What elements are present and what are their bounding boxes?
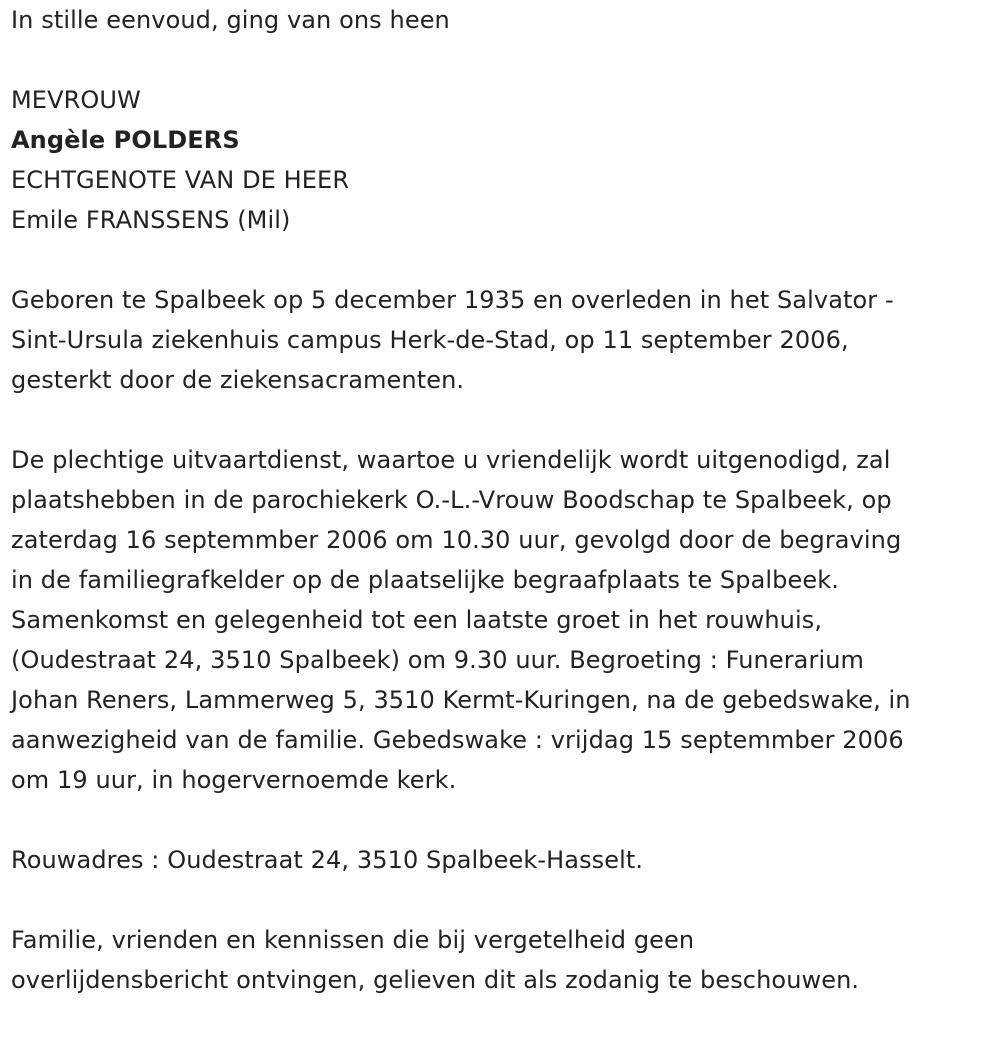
relation-text: ECHTGENOTE VAN DE HEER — [11, 166, 350, 194]
paragraph-line: (Oudestraat 24, 3510 Spalbeek) om 9.30 uur. Begroeting : Funerarium — [11, 646, 865, 674]
death-notice — [11, 0, 996, 1000]
paragraph-line: om 19 uur, in hogervernoemde kerk. — [11, 766, 457, 794]
spacer — [11, 880, 996, 920]
birth-death-paragraph — [11, 280, 996, 400]
paragraph-line: plaatshebben in de parochiekerk O.-L.-Vrouw Boodschap te Spalbeek, op — [11, 486, 892, 514]
paragraph-line: Johan Reners, Lammerweg 5, 3510 Kermt-Kuringen, na de gebedswake, in — [11, 686, 911, 714]
spacer — [11, 800, 996, 840]
closing-paragraph — [11, 920, 996, 1000]
title-text: MEVROUW — [11, 86, 141, 114]
spacer — [11, 240, 996, 280]
funeral-paragraph — [11, 440, 996, 800]
paragraph-line: gesterkt door de ziekensacramenten. — [11, 366, 465, 394]
spacer — [11, 400, 996, 440]
paragraph-line: De plechtige uitvaartdienst, waartoe u vriendelijk wordt uitgenodigd, zal — [11, 446, 891, 474]
paragraph-line: Samenkomst en gelegenheid tot een laatste groet in het rouwhuis, — [11, 606, 823, 634]
paragraph-line: overlijdensbericht ontvingen, gelieven dit als zodanig te beschouwen. — [11, 966, 860, 994]
deceased-name: Angèle POLDERS — [11, 126, 240, 154]
intro-text: In stille eenvoud, ging van ons heen — [11, 6, 450, 34]
paragraph-line: Geboren te Spalbeek op 5 december 1935 en overleden in het Salvator - — [11, 286, 894, 314]
paragraph-line: Familie, vrienden en kennissen die bij vergetelheid geen — [11, 926, 695, 954]
paragraph-line: aanwezigheid van de familie. Gebedswake : vrijdag 15 septemmber 2006 — [11, 726, 904, 754]
paragraph-line: Sint-Ursula ziekenhuis campus Herk-de-Stad, op 11 september 2006, — [11, 326, 849, 354]
paragraph-line: in de familiegrafkelder op de plaatselijke begraafplaats te Spalbeek. — [11, 566, 839, 594]
paragraph-line: zaterdag 16 septemmber 2006 om 10.30 uur, gevolgd door de begraving — [11, 526, 902, 554]
spacer — [11, 40, 996, 80]
spouse-name: Emile FRANSSENS (Mil) — [11, 206, 291, 234]
address-text: Rouwadres : Oudestraat 24, 3510 Spalbeek-Hasselt. — [11, 846, 644, 874]
